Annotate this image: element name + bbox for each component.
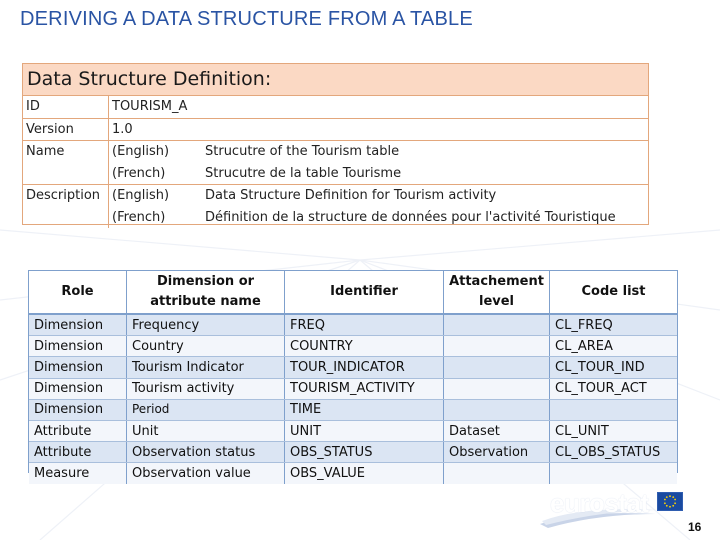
cell-identifier: OBS_STATUS — [285, 442, 444, 463]
cell-code-list: CL_UNIT — [550, 420, 678, 441]
dsd-value: Strucutre of the Tourism table — [205, 144, 400, 160]
header-role: Role — [29, 271, 127, 314]
cell-code-list: CL_TOUR_IND — [550, 357, 678, 378]
cell-role: Attribute — [29, 420, 127, 441]
dsd-field — [23, 207, 109, 229]
cell-name: Observation status — [127, 442, 285, 463]
cell-code-list: CL_FREQ — [550, 314, 678, 336]
dsd-header: Data Structure Definition: — [23, 64, 648, 96]
dsd-lang: (English) — [112, 144, 170, 160]
dsd-lang: (English) — [112, 188, 170, 204]
dsd-field: Version — [23, 118, 109, 141]
dsd-value: Data Structure Definition for Tourism activity — [205, 188, 497, 204]
cell-identifier: OBS_VALUE — [285, 463, 444, 484]
cell-attachment: Observation — [444, 442, 550, 463]
logo-text: eurostat — [550, 488, 649, 518]
cell-role: Measure — [29, 463, 127, 484]
cell-identifier: UNIT — [285, 420, 444, 441]
cell-role: Dimension — [29, 357, 127, 378]
table-row — [29, 378, 677, 399]
cell-identifier: TOURISM_ACTIVITY — [285, 378, 444, 399]
eurostat-logo — [538, 484, 688, 528]
table-row — [29, 463, 677, 484]
cell-role: Dimension — [29, 399, 127, 420]
dsd-row — [23, 141, 648, 163]
cell-code-list — [550, 463, 678, 484]
cell-name: Frequency — [127, 314, 285, 336]
cell-attachment — [444, 357, 550, 378]
dsd-value: Définition de la structure de données pour l'activité Touristique — [205, 209, 616, 225]
cell-code-list — [550, 399, 678, 420]
dsd-row — [23, 207, 648, 229]
dsd-row — [23, 185, 648, 207]
cell-identifier: TIME — [285, 399, 444, 420]
cell-attachment — [444, 336, 550, 357]
table-row — [29, 399, 677, 420]
cell-identifier: FREQ — [285, 314, 444, 336]
table-row — [29, 314, 677, 336]
table-row — [29, 357, 677, 378]
cell-attachment — [444, 314, 550, 336]
dsd-row — [23, 96, 648, 118]
cell-name: Tourism activity — [127, 378, 285, 399]
page-number: 16 — [688, 520, 702, 534]
table-row — [29, 442, 677, 463]
dsd-table — [23, 96, 648, 228]
cell-attachment: Dataset — [444, 420, 550, 441]
cell-role: Attribute — [29, 442, 127, 463]
dsd-value: Strucutre de la table Tourisme — [202, 163, 648, 185]
cell-role: Dimension — [29, 336, 127, 357]
dsd-lang: (French) — [112, 209, 166, 225]
dsd-value: TOURISM_A — [109, 96, 649, 118]
slide-title: DERIVING A DATA STRUCTURE FROM A TABLE — [20, 8, 473, 30]
cell-name: Observation value — [127, 463, 285, 484]
header-code-list: Code list — [550, 271, 678, 314]
dsd-field: Description — [23, 185, 109, 207]
components-header-row — [29, 271, 677, 314]
cell-name: Unit — [127, 420, 285, 441]
dsd-field — [23, 163, 109, 185]
cell-name: Period — [127, 399, 285, 420]
cell-attachment — [444, 463, 550, 484]
dsd-value: 1.0 — [109, 118, 649, 141]
dsd-field: Name — [23, 141, 109, 163]
eu-flag-icon — [657, 492, 683, 511]
dsd-row — [23, 118, 648, 141]
cell-attachment — [444, 399, 550, 420]
cell-identifier: TOUR_INDICATOR — [285, 357, 444, 378]
cell-name: Tourism Indicator — [127, 357, 285, 378]
dsd-field: ID — [23, 96, 109, 118]
header-name: Dimension or attribute name — [127, 271, 285, 314]
header-identifier: Identifier — [285, 271, 444, 314]
cell-identifier: COUNTRY — [285, 336, 444, 357]
cell-code-list: CL_OBS_STATUS — [550, 442, 678, 463]
cell-role: Dimension — [29, 378, 127, 399]
header-attachment-level: Attachement level — [444, 271, 550, 314]
cell-attachment — [444, 378, 550, 399]
table-row — [29, 336, 677, 357]
dsd-lang: (French) — [109, 163, 203, 185]
components-table — [28, 270, 678, 481]
cell-code-list: CL_TOUR_ACT — [550, 378, 678, 399]
cell-role: Dimension — [29, 314, 127, 336]
data-structure-definition — [22, 63, 649, 225]
cell-name: Country — [127, 336, 285, 357]
dsd-row — [23, 163, 648, 185]
cell-code-list: CL_AREA — [550, 336, 678, 357]
table-row — [29, 420, 677, 441]
